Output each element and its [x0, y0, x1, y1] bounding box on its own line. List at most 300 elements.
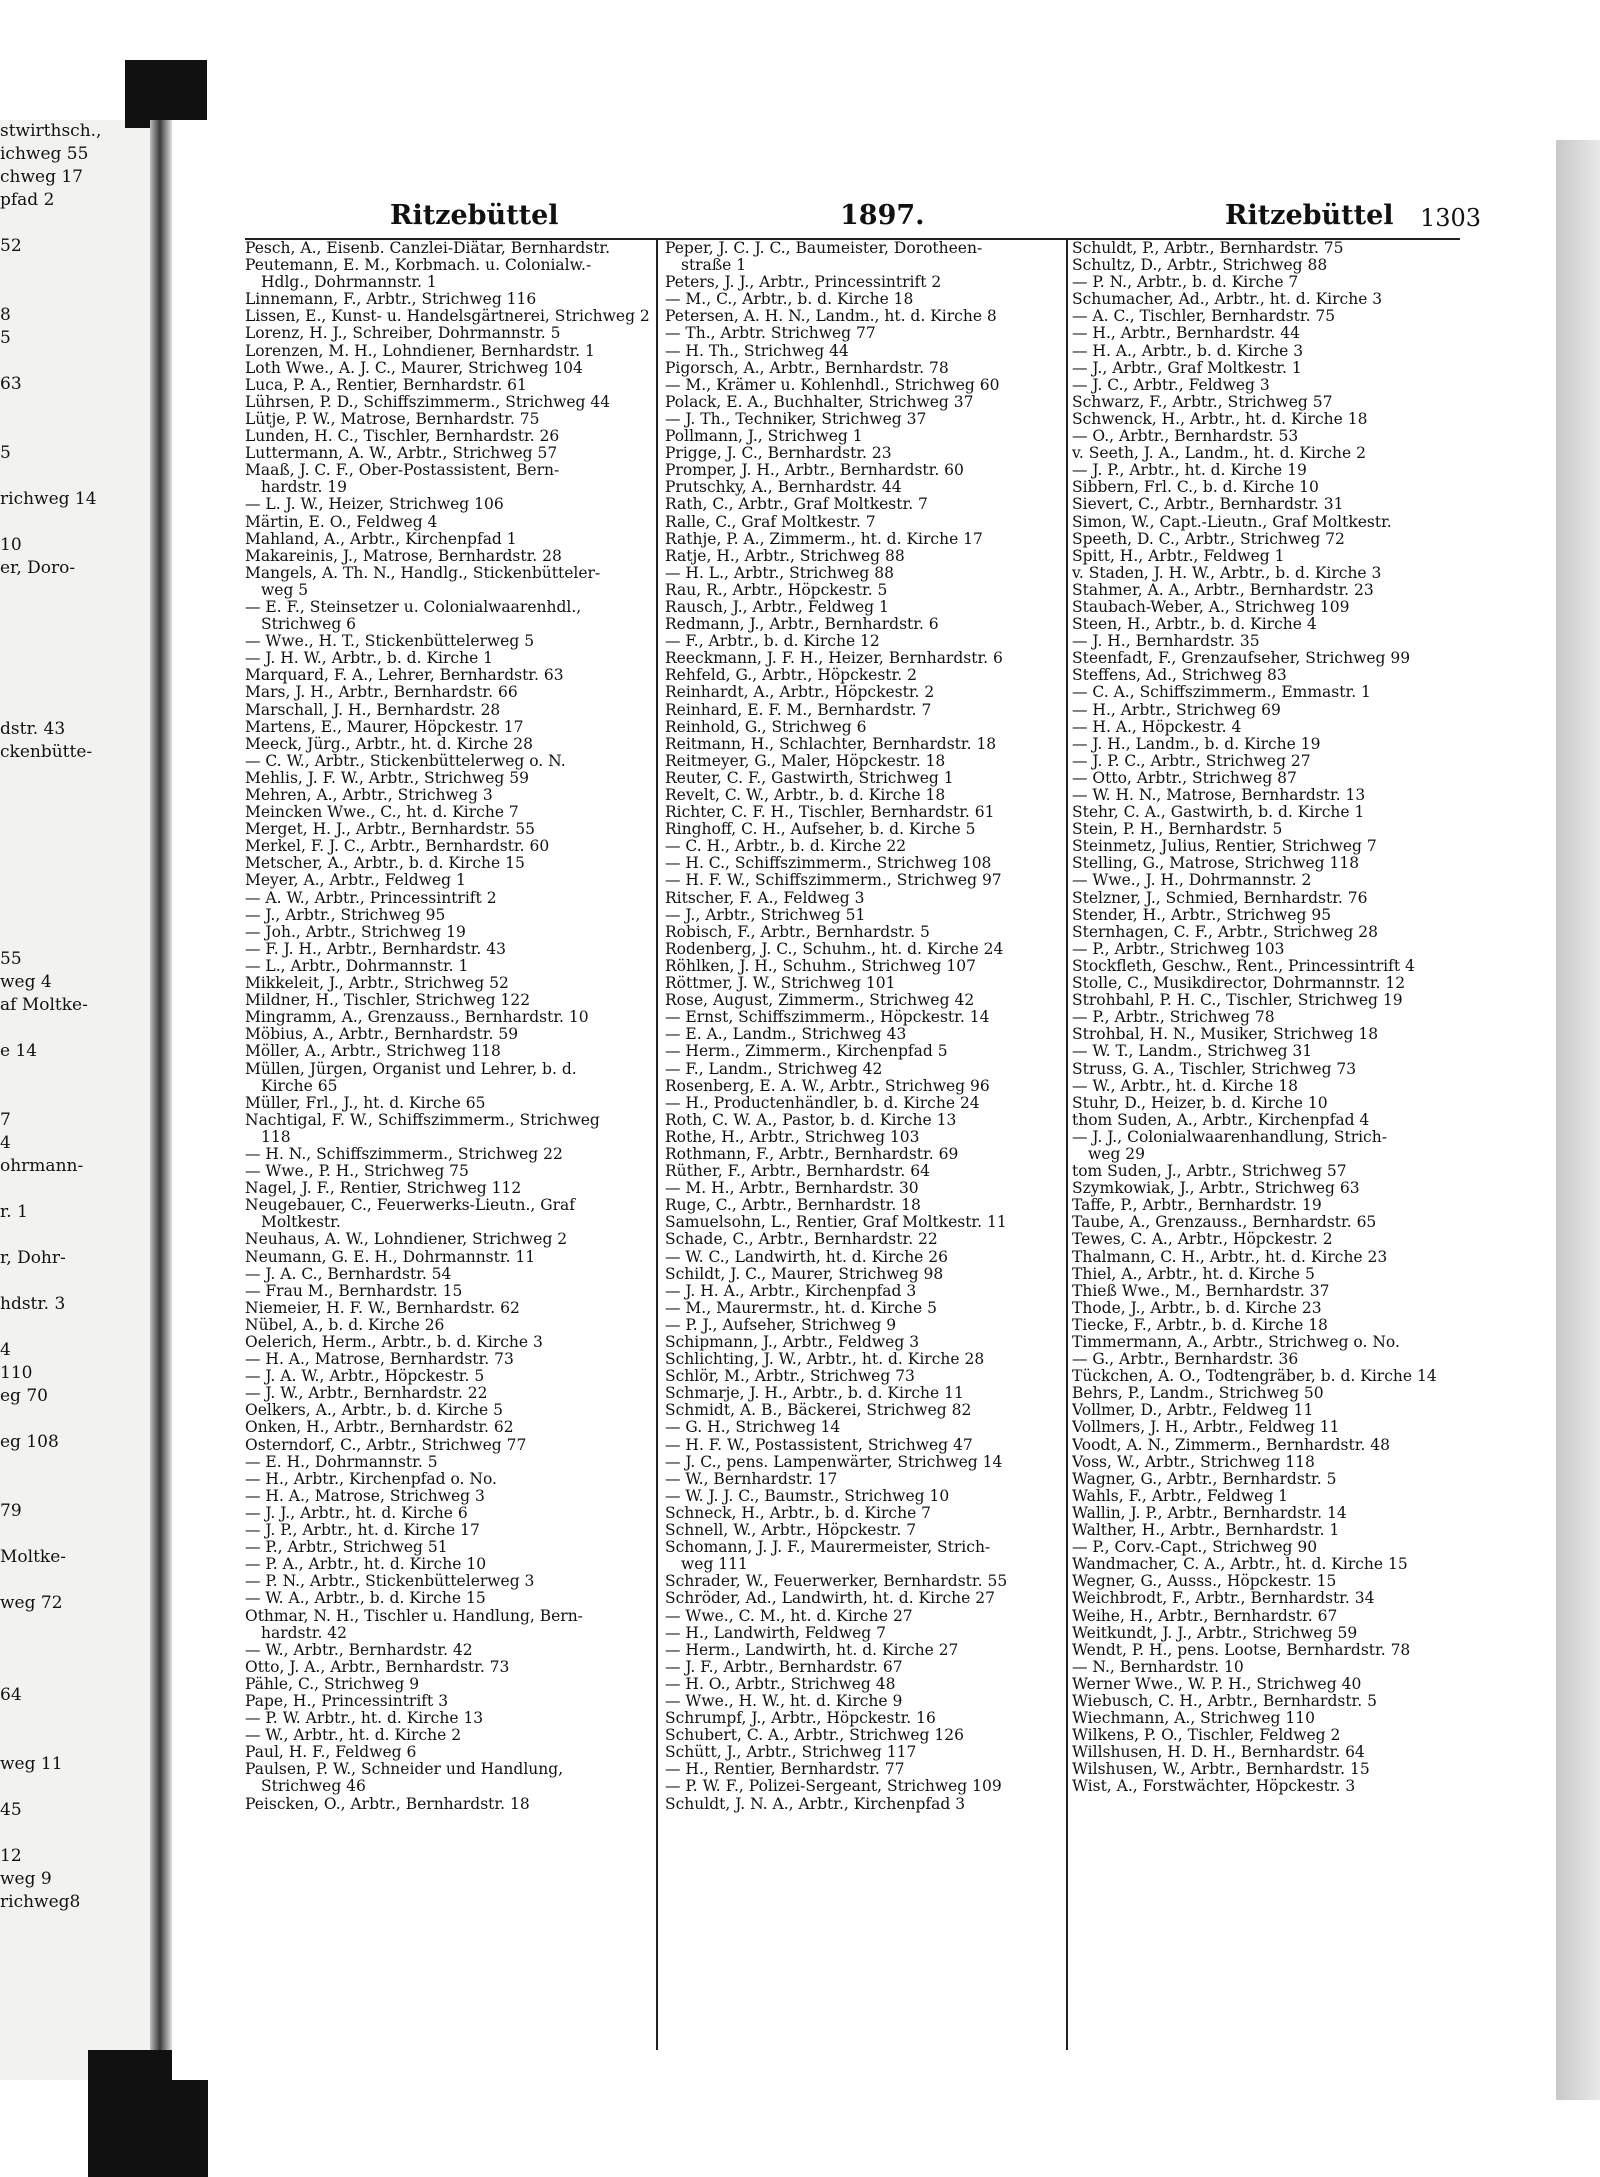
- directory-entry: Stelling, G., Matrose, Strichweg 118: [1072, 855, 1360, 873]
- directory-entry: Kirche 65: [261, 1077, 338, 1095]
- directory-entry: Mingramm, A., Grenzauss., Bernhardstr. 10: [245, 1009, 589, 1027]
- directory-entry: Rüther, F., Arbtr., Bernhardstr. 64: [665, 1163, 930, 1181]
- directory-entry: — J. J., Arbtr., ht. d. Kirche 6: [245, 1504, 468, 1522]
- directory-entry: Marquard, F. A., Lehrer, Bernhardstr. 63: [245, 667, 564, 685]
- directory-entry: Luttermann, A. W., Arbtr., Strichweg 57: [245, 445, 558, 463]
- left-page-fragment: [0, 511, 150, 534]
- directory-entry: — M., C., Arbtr., b. d. Kirche 18: [665, 291, 914, 309]
- directory-entry: Werner Wwe., W. P. H., Strichweg 40: [1072, 1675, 1362, 1693]
- directory-entry: Szymkowiak, J., Arbtr., Strichweg 63: [1072, 1180, 1360, 1198]
- directory-entry: — W., Arbtr., Bernhardstr. 42: [245, 1641, 473, 1659]
- directory-entry: Onken, H., Arbtr., Bernhardstr. 62: [245, 1419, 514, 1437]
- directory-entry: — H. C., Schiffszimmerm., Strichweg 108: [665, 855, 992, 873]
- directory-entry: Pigorsch, A., Arbtr., Bernhardstr. 78: [665, 359, 949, 377]
- directory-entry: Röttmer, J. W., Strichweg 101: [665, 975, 896, 993]
- directory-entry: Mehlis, J. F. W., Arbtr., Strichweg 59: [245, 769, 529, 787]
- left-page-fragment: e 14: [0, 1041, 38, 1061]
- left-page-fragment: [0, 672, 150, 695]
- directory-entry: Meyer, A., Arbtr., Feldweg 1: [245, 872, 466, 890]
- directory-entry: Schröder, Ad., Landwirth, ht. d. Kirche 27: [665, 1590, 995, 1608]
- directory-entry: Prigge, J. C., Bernhardstr. 23: [665, 445, 892, 463]
- directory-entry: Wahls, F., Arbtr., Feldweg 1: [1072, 1487, 1289, 1505]
- left-page-fragment: 52: [0, 236, 22, 256]
- directory-entry: Meeck, Jürg., Arbtr., ht. d. Kirche 28: [245, 735, 533, 753]
- left-page-fragment: [0, 925, 150, 948]
- directory-entry: — H. A., Matrose, Strichweg 3: [245, 1487, 485, 1505]
- directory-entry: Schuldt, P., Arbtr., Bernhardstr. 75: [1072, 240, 1344, 257]
- directory-entry: Wegner, G., Ausss., Höpckestr. 15: [1072, 1573, 1337, 1591]
- directory-entry: Maaß, J. C. F., Ober-Postassistent, Bern-: [245, 462, 560, 480]
- directory-entry: — Ernst, Schiffszimmerm., Höpckestr. 14: [665, 1009, 990, 1027]
- directory-entry: Pähle, C., Strichweg 9: [245, 1675, 420, 1693]
- directory-entry: — J. H., Landm., b. d. Kirche 19: [1072, 735, 1321, 753]
- directory-entry: Schubert, C. A., Arbtr., Strichweg 126: [665, 1727, 964, 1745]
- running-header-right: Ritzebüttel: [1225, 200, 1394, 231]
- directory-entry: — P., Arbtr., Strichweg 78: [1072, 1009, 1275, 1027]
- directory-entry: Pape, H., Princessintrift 3: [245, 1692, 449, 1710]
- left-page-fragment: dstr. 43: [0, 719, 66, 739]
- left-page-fragment: [0, 1224, 150, 1247]
- left-page-fragment: [0, 1776, 150, 1799]
- directory-entry: Lorenzen, M. H., Lohndiener, Bernhardstr. 1: [245, 342, 595, 360]
- directory-entry: — J. H. W., Arbtr., b. d. Kirche 1: [245, 650, 494, 668]
- directory-entry: Reuter, C. F., Gastwirth, Strichweg 1: [665, 769, 954, 787]
- directory-entry: — Herm., Landwirth, ht. d. Kirche 27: [665, 1641, 959, 1659]
- directory-entry: — J. W., Arbtr., Bernhardstr. 22: [245, 1385, 488, 1403]
- directory-entry: — H. N., Schiffszimmerm., Strichweg 22: [245, 1145, 563, 1163]
- directory-entry: Promper, J. H., Arbtr., Bernhardstr. 60: [665, 462, 964, 480]
- directory-entry: — H. F. W., Schiffszimmerm., Strichweg 97: [665, 872, 1002, 890]
- directory-entry: — F., Arbtr., b. d. Kirche 12: [665, 633, 880, 651]
- directory-entry: Roth, C. W. A., Pastor, b. d. Kirche 13: [665, 1111, 957, 1129]
- directory-entry: Weitkundt, J. J., Arbtr., Strichweg 59: [1072, 1624, 1358, 1642]
- directory-entry: Thieß Wwe., M., Bernhardstr. 37: [1072, 1282, 1330, 1300]
- directory-entry: Schultz, D., Arbtr., Strichweg 88: [1072, 257, 1328, 275]
- left-page-fragment: [0, 787, 150, 810]
- left-page-fragment: eg 70: [0, 1386, 48, 1406]
- directory-entry: Schildt, J. C., Maurer, Strichweg 98: [665, 1265, 944, 1283]
- directory-entry: Weichbrodt, F., Arbtr., Bernhardstr. 34: [1072, 1590, 1375, 1608]
- directory-entry: Stelzner, J., Schmied, Bernhardstr. 76: [1072, 889, 1368, 907]
- left-page-fragment: weg 11: [0, 1754, 63, 1774]
- directory-entry: Neuhaus, A. W., Lohndiener, Strichweg 2: [245, 1231, 568, 1249]
- facing-left-page: [0, 120, 150, 2080]
- binding-shadow-top: [125, 60, 207, 128]
- directory-entry: Schütt, J., Arbtr., Strichweg 117: [665, 1744, 917, 1762]
- directory-entry: Loth Wwe., A. J. C., Maurer, Strichweg 104: [245, 359, 583, 377]
- directory-entry: Reitmann, H., Schlachter, Bernhardstr. 18: [665, 735, 997, 753]
- directory-entry: Rau, R., Arbtr., Höpckestr. 5: [665, 581, 888, 599]
- directory-entry: — H. L., Arbtr., Strichweg 88: [665, 564, 895, 582]
- directory-entry: Richter, C. F. H., Tischler, Bernhardstr. 61: [665, 804, 995, 822]
- directory-entry: Wiebusch, C. H., Arbtr., Bernhardstr. 5: [1072, 1692, 1377, 1710]
- directory-entry: Othmar, N. H., Tischler u. Handlung, Bern-: [245, 1607, 583, 1625]
- left-page-fragment: 79: [0, 1501, 22, 1521]
- directory-entry: Walther, H., Arbtr., Bernhardstr. 1: [1072, 1522, 1340, 1540]
- directory-entry: Märtin, E. O., Feldweg 4: [245, 513, 438, 531]
- directory-entry: Mangels, A. Th. N., Handlg., Stickenbütteler-: [245, 564, 601, 582]
- left-page-fragment: [0, 1063, 150, 1086]
- directory-entry: Rehfeld, G., Arbtr., Höpckestr. 2: [665, 667, 917, 685]
- left-page-fragment: [0, 212, 150, 235]
- directory-entry: Timmermann, A., Arbtr., Strichweg o. No.: [1072, 1334, 1400, 1351]
- directory-entry: Röhlken, J. H., Schuhm., Strichweg 107: [665, 957, 976, 975]
- directory-entry: weg 29: [1088, 1145, 1146, 1163]
- left-page-fragment: [0, 1270, 150, 1293]
- left-page-fragment: ohrmann-: [0, 1156, 84, 1176]
- left-page-text-edge: [0, 120, 150, 1914]
- directory-entry: — H. O., Arbtr., Strichweg 48: [665, 1675, 896, 1693]
- directory-entry: Stender, H., Arbtr., Strichweg 95: [1072, 906, 1332, 924]
- directory-entry: — J. J., Colonialwaarenhandlung, Strich-: [1072, 1128, 1387, 1146]
- directory-entry: Speeth, D. C., Arbtr., Strichweg 72: [1072, 530, 1345, 548]
- left-page-fragment: 110: [0, 1363, 33, 1383]
- directory-entry: — H. Th., Strichweg 44: [665, 342, 849, 360]
- left-page-fragment: [0, 1477, 150, 1500]
- directory-entry: — P. N., Arbtr., b. d. Kirche 7: [1072, 274, 1299, 292]
- directory-entry: Mildner, H., Tischler, Strichweg 122: [245, 992, 531, 1010]
- left-page-fragment: [0, 1569, 150, 1592]
- directory-entry: Wallin, J. P., Arbtr., Bernhardstr. 14: [1072, 1504, 1347, 1522]
- directory-entry: Strohbahl, P. H. C., Tischler, Strichweg 19: [1072, 992, 1403, 1010]
- left-page-fragment: 7: [0, 1110, 11, 1130]
- directory-entry: Revelt, C. W., Arbtr., b. d. Kirche 18: [665, 787, 946, 804]
- left-page-fragment: [0, 902, 150, 925]
- directory-entry: — Wwe., H. T., Stickenbüttelerweg 5: [245, 633, 535, 651]
- directory-entry: — J. H. A., Arbtr., Kirchenpfad 3: [665, 1282, 917, 1300]
- directory-entry: — C. H., Arbtr., b. d. Kirche 22: [665, 838, 907, 856]
- directory-entry: Tewes, C. A., Arbtr., Höpckestr. 2: [1072, 1231, 1333, 1249]
- left-page-fragment: 10: [0, 535, 22, 555]
- directory-entry: — H., Rentier, Bernhardstr. 77: [665, 1761, 905, 1779]
- directory-entry: Reinhardt, A., Arbtr., Höpckestr. 2: [665, 684, 935, 702]
- directory-entry: thom Suden, A., Arbtr., Kirchenpfad 4: [1072, 1111, 1370, 1129]
- directory-entry: Stein, P. H., Bernhardstr. 5: [1072, 821, 1283, 839]
- directory-entry: — J. H., Bernhardstr. 35: [1072, 633, 1260, 651]
- directory-entry: — W. A., Arbtr., b. d. Kirche 15: [245, 1590, 486, 1608]
- directory-column-1: [245, 240, 650, 1813]
- directory-entry: — J., Arbtr., Graf Moltkestr. 1: [1072, 359, 1302, 377]
- directory-entry: — H., Arbtr., Strichweg 69: [1072, 701, 1281, 719]
- directory-entry: — J. P. C., Arbtr., Strichweg 27: [1072, 752, 1311, 770]
- directory-entry: straße 1: [681, 257, 747, 275]
- directory-entry: — F., Landm., Strichweg 42: [665, 1060, 883, 1078]
- directory-entry: Schneck, H., Arbtr., b. d. Kirche 7: [665, 1504, 932, 1522]
- directory-entry: Schrumpf, J., Arbtr., Höpckestr. 16: [665, 1710, 936, 1728]
- directory-entry: — H., Landwirth, Feldweg 7: [665, 1624, 886, 1642]
- directory-entry: — L. J. W., Heizer, Strichweg 106: [245, 496, 504, 514]
- directory-entry: — P. W. F., Polizei-Sergeant, Strichweg 109: [665, 1778, 1002, 1796]
- left-page-fragment: [0, 1638, 150, 1661]
- left-page-fragment: af Moltke-: [0, 995, 88, 1015]
- directory-entry: Lissen, E., Kunst- u. Handelsgärtnerei, Strichweg 2: [245, 308, 650, 326]
- directory-entry: — N., Bernhardstr. 10: [1072, 1658, 1244, 1676]
- directory-entry: — W., Arbtr., ht. d. Kirche 2: [245, 1727, 462, 1745]
- directory-entry: Pesch, A., Eisenb. Canzlei-Diätar, Bernhardstr.: [245, 240, 611, 257]
- directory-entry: Samuelsohn, L., Rentier, Graf Moltkestr. 11: [665, 1214, 1007, 1232]
- directory-entry: — Wwe., H. W., ht. d. Kirche 9: [665, 1692, 903, 1710]
- running-header-year: 1897.: [840, 200, 925, 231]
- directory-entry: Schade, C., Arbtr., Bernhardstr. 22: [665, 1231, 938, 1249]
- directory-entry: weg 5: [261, 581, 309, 599]
- left-page-fragment: [0, 764, 150, 787]
- directory-entry: Vollmers, J. H., Arbtr., Feldweg 11: [1072, 1419, 1340, 1437]
- left-page-fragment: 64: [0, 1685, 22, 1705]
- left-page-fragment: [0, 1086, 150, 1109]
- directory-entry: Nagel, J. F., Rentier, Strichweg 112: [245, 1180, 522, 1198]
- directory-entry: Voss, W., Arbtr., Strichweg 118: [1072, 1453, 1315, 1471]
- left-page-fragment: [0, 1822, 150, 1845]
- directory-entry: Staubach-Weber, A., Strichweg 109: [1072, 598, 1350, 616]
- directory-entry: Rausch, J., Arbtr., Feldweg 1: [665, 598, 889, 616]
- left-page-fragment: pfad 2: [0, 190, 55, 210]
- left-page-fragment: r, Dohr-: [0, 1248, 66, 1268]
- directory-entry: — F. J. H., Arbtr., Bernhardstr. 43: [245, 940, 507, 958]
- left-page-fragment: chweg 17: [0, 167, 83, 187]
- directory-entry: Luca, P. A., Rentier, Bernhardstr. 61: [245, 376, 527, 394]
- left-page-fragment: [0, 626, 150, 649]
- directory-entry: Strichweg 46: [261, 1778, 366, 1796]
- directory-entry: Schlichting, J. W., Arbtr., ht. d. Kirche 28: [665, 1351, 985, 1369]
- directory-entry: Prutschky, A., Bernhardstr. 44: [665, 479, 902, 497]
- directory-entry: — H. A., Matrose, Bernhardstr. 73: [245, 1351, 514, 1369]
- directory-entry: — H. A., Arbtr., b. d. Kirche 3: [1072, 342, 1304, 360]
- directory-entry: Wendt, P. H., pens. Lootse, Bernhardstr. 78: [1072, 1641, 1411, 1659]
- directory-entry: Wilkens, P. O., Tischler, Feldweg 2: [1072, 1727, 1341, 1745]
- directory-entry: Lunden, H. C., Tischler, Bernhardstr. 26: [245, 428, 560, 446]
- left-page-fragment: [0, 419, 150, 442]
- directory-entry: Rosenberg, E. A. W., Arbtr., Strichweg 96: [665, 1077, 990, 1095]
- directory-entry: — P. A., Arbtr., ht. d. Kirche 10: [245, 1556, 487, 1574]
- directory-entry: Simon, W., Capt.-Lieutn., Graf Moltkestr.: [1072, 513, 1392, 531]
- left-page-fragment: weg 72: [0, 1593, 63, 1613]
- left-page-fragment: [0, 810, 150, 833]
- directory-entry: — M., Krämer u. Kohlenhdl., Strichweg 60: [665, 376, 1000, 394]
- directory-entry: Möller, A., Arbtr., Strichweg 118: [245, 1043, 501, 1061]
- directory-entry: — O., Arbtr., Bernhardstr. 53: [1072, 428, 1299, 446]
- directory-entry: — Joh., Arbtr., Strichweg 19: [245, 923, 466, 941]
- directory-entry: Schmidt, A. B., Bäckerei, Strichweg 82: [665, 1402, 972, 1420]
- directory-entry: — J. Th., Techniker, Strichweg 37: [665, 410, 927, 428]
- directory-entry: Reitmeyer, G., Maler, Höpckestr. 18: [665, 752, 946, 770]
- directory-entry: Reinhold, G., Strichweg 6: [665, 718, 867, 736]
- left-page-fragment: [0, 1730, 150, 1753]
- directory-entry: Schuldt, J. N. A., Arbtr., Kirchenpfad 3: [665, 1795, 966, 1813]
- left-page-fragment: 63: [0, 374, 22, 394]
- directory-entry: Robisch, F., Arbtr., Bernhardstr. 5: [665, 923, 930, 941]
- directory-entry: Nachtigal, F. W., Schiffszimmerm., Strichweg: [245, 1111, 600, 1129]
- directory-entry: — P., Corv.-Capt., Strichweg 90: [1072, 1539, 1318, 1557]
- directory-entry: — J. P., Arbtr., ht. d. Kirche 17: [245, 1522, 480, 1540]
- left-page-fragment: [0, 695, 150, 718]
- directory-entry: — J., Arbtr., Strichweg 95: [245, 906, 446, 924]
- directory-column-2: [665, 240, 1070, 1813]
- left-page-fragment: [0, 281, 150, 304]
- directory-entry: — H., Arbtr., Bernhardstr. 44: [1072, 325, 1300, 343]
- directory-entry: Peiscken, O., Arbtr., Bernhardstr. 18: [245, 1795, 530, 1813]
- left-page-fragment: 45: [0, 1800, 22, 1820]
- left-page-fragment: weg 4: [0, 972, 52, 992]
- directory-entry: hardstr. 19: [261, 479, 348, 497]
- directory-entry: — M., Maurermstr., ht. d. Kirche 5: [665, 1299, 937, 1317]
- directory-entry: Thiel, A., Arbtr., ht. d. Kirche 5: [1072, 1265, 1315, 1283]
- directory-entry: — Wwe., C. M., ht. d. Kirche 27: [665, 1607, 913, 1625]
- directory-entry: Reinhard, E. F. M., Bernhardstr. 7: [665, 701, 932, 719]
- left-page-fragment: weg 9: [0, 1869, 52, 1889]
- directory-entry: — J. F., Arbtr., Bernhardstr. 67: [665, 1658, 903, 1676]
- left-page-fragment: [0, 603, 150, 626]
- directory-entry: Peper, J. C. J. C., Baumeister, Dorotheen-: [665, 240, 983, 257]
- directory-entry: — J. C., pens. Lampenwärter, Strichweg 14: [665, 1453, 1003, 1471]
- directory-column-3: [1072, 240, 1462, 1796]
- directory-entry: — W., Bernhardstr. 17: [665, 1470, 838, 1488]
- directory-entry: — H., Arbtr., Kirchenpfad o. No.: [245, 1470, 497, 1488]
- directory-entry: — W., Arbtr., ht. d. Kirche 18: [1072, 1077, 1298, 1095]
- directory-entry: tom Suden, J., Arbtr., Strichweg 57: [1072, 1163, 1347, 1181]
- left-page-fragment: [0, 856, 150, 879]
- left-page-fragment: eg 108: [0, 1432, 59, 1452]
- directory-entry: Marschall, J. H., Bernhardstr. 28: [245, 701, 501, 719]
- directory-entry: Schomann, J. J. F., Maurermeister, Strich-: [665, 1539, 991, 1557]
- directory-entry: Peutemann, E. M., Korbmach. u. Colonialw.-: [245, 257, 592, 275]
- directory-entry: — Frau M., Bernhardstr. 15: [245, 1282, 463, 1300]
- directory-entry: — L., Arbtr., Dohrmannstr. 1: [245, 957, 469, 975]
- left-page-fragment: Moltke-: [0, 1547, 67, 1567]
- directory-entry: — Otto, Arbtr., Strichweg 87: [1072, 769, 1297, 787]
- directory-entry: Tückchen, A. O., Todtengräber, b. d. Kirche 14: [1072, 1368, 1437, 1386]
- directory-entry: Stehr, C. A., Gastwirth, b. d. Kirche 1: [1072, 804, 1365, 822]
- directory-entry: Schwarz, F., Arbtr., Strichweg 57: [1072, 393, 1333, 411]
- directory-entry: Redmann, J., Arbtr., Bernhardstr. 6: [665, 616, 939, 634]
- directory-entry: Mikkeleit, J., Arbtr., Strichweg 52: [245, 975, 509, 993]
- directory-entry: Steinmetz, Julius, Rentier, Strichweg 7: [1072, 838, 1377, 856]
- directory-entry: Merget, H. J., Arbtr., Bernhardstr. 55: [245, 821, 536, 839]
- directory-entry: — W. J. J. C., Baumstr., Strichweg 10: [665, 1487, 950, 1505]
- directory-entry: — Wwe., P. H., Strichweg 75: [245, 1163, 469, 1181]
- directory-entry: Strohbal, H. N., Musiker, Strichweg 18: [1072, 1026, 1379, 1044]
- directory-entry: Wiechmann, A., Strichweg 110: [1072, 1710, 1315, 1728]
- directory-entry: Mehren, A., Arbtr., Strichweg 3: [245, 787, 493, 804]
- left-page-fragment: 8: [0, 305, 11, 325]
- directory-entry: Ralle, C., Graf Moltkestr. 7: [665, 513, 876, 531]
- directory-entry: — J. A. W., Arbtr., Höpckestr. 5: [245, 1368, 485, 1386]
- directory-entry: Polack, E. A., Buchhalter, Strichweg 37: [665, 393, 974, 411]
- directory-entry: Wist, A., Forstwächter, Höpckestr. 3: [1072, 1778, 1356, 1796]
- left-page-fragment: r. 1: [0, 1202, 28, 1222]
- directory-entry: — H., Productenhändler, b. d. Kirche 24: [665, 1094, 980, 1112]
- directory-entry: hardstr. 42: [261, 1624, 348, 1642]
- directory-entry: — E. A., Landm., Strichweg 43: [665, 1026, 907, 1044]
- left-page-fragment: richweg8: [0, 1892, 81, 1912]
- directory-entry: Ringhoff, C. H., Aufseher, b. d. Kirche 5: [665, 821, 976, 839]
- directory-entry: Weihe, H., Arbtr., Bernhardstr. 67: [1072, 1607, 1338, 1625]
- left-page-fragment: 5: [0, 443, 11, 463]
- left-page-fragment: [0, 1408, 150, 1431]
- left-page-fragment: 4: [0, 1340, 11, 1360]
- left-page-fragment: [0, 649, 150, 672]
- directory-entry: Ratje, H., Arbtr., Strichweg 88: [665, 547, 905, 565]
- directory-entry: Tiecke, F., Arbtr., b. d. Kirche 18: [1072, 1316, 1328, 1334]
- directory-entry: Schumacher, Ad., Arbtr., ht. d. Kirche 3: [1072, 291, 1383, 309]
- directory-entry: — Wwe., J. H., Dohrmannstr. 2: [1072, 872, 1312, 890]
- left-page-fragment: [0, 833, 150, 856]
- directory-entry: Steen, H., Arbtr., b. d. Kirche 4: [1072, 616, 1317, 634]
- directory-entry: Taffe, P., Arbtr., Bernhardstr. 19: [1072, 1197, 1322, 1215]
- directory-entry: Schwenck, H., Arbtr., ht. d. Kirche 18: [1072, 410, 1368, 428]
- left-page-fragment: richweg 14: [0, 489, 97, 509]
- directory-entry: Oelkers, A., Arbtr., b. d. Kirche 5: [245, 1402, 503, 1420]
- left-page-fragment: 4: [0, 1133, 11, 1153]
- directory-entry: Sievert, C., Arbtr., Bernhardstr. 31: [1072, 496, 1344, 514]
- directory-entry: Steenfadt, F., Grenzaufseher, Strichweg 99: [1072, 650, 1411, 668]
- directory-entry: — W. C., Landwirth, ht. d. Kirche 26: [665, 1248, 949, 1266]
- directory-entry: — Herm., Zimmerm., Kirchenpfad 5: [665, 1043, 948, 1061]
- directory-entry: Stockfleth, Geschw., Rent., Princessintrift 4: [1072, 957, 1415, 975]
- directory-entry: Moltkestr.: [261, 1214, 341, 1232]
- directory-entry: Meincken Wwe., C., ht. d. Kirche 7: [245, 804, 519, 822]
- directory-entry: Spitt, H., Arbtr., Feldweg 1: [1072, 547, 1285, 565]
- directory-entry: — G., Arbtr., Bernhardstr. 36: [1072, 1351, 1299, 1369]
- left-page-fragment: [0, 1454, 150, 1477]
- directory-entry: Hdlg., Dohrmannstr. 1: [261, 274, 437, 292]
- directory-entry: Oelerich, Herm., Arbtr., b. d. Kirche 3: [245, 1334, 543, 1351]
- directory-entry: Rathje, P. A., Zimmerm., ht. d. Kirche 17: [665, 530, 983, 548]
- left-page-fragment: [0, 1707, 150, 1730]
- directory-entry: — G. H., Strichweg 14: [665, 1419, 841, 1437]
- directory-entry: Rothe, H., Arbtr., Strichweg 103: [665, 1128, 920, 1146]
- column-divider-1: [656, 240, 658, 2050]
- directory-entry: Rodenberg, J. C., Schuhm., ht. d. Kirche 24: [665, 940, 1004, 958]
- directory-entry: Sternhagen, C. F., Arbtr., Strichweg 28: [1072, 923, 1378, 941]
- directory-entry: Nübel, A., b. d. Kirche 26: [245, 1316, 445, 1334]
- book-gutter: [150, 120, 172, 2080]
- directory-entry: Stahmer, A. A., Arbtr., Bernhardstr. 23: [1072, 581, 1374, 599]
- directory-entry: — H. A., Höpckestr. 4: [1072, 718, 1242, 736]
- directory-entry: Rath, C., Arbtr., Graf Moltkestr. 7: [665, 496, 928, 514]
- directory-entry: — W. T., Landm., Strichweg 31: [1072, 1043, 1313, 1061]
- left-page-fragment: [0, 1661, 150, 1684]
- directory-entry: — P., Arbtr., Strichweg 103: [1072, 940, 1285, 958]
- directory-entry: Wagner, G., Arbtr., Bernhardstr. 5: [1072, 1470, 1337, 1488]
- left-page-fragment: [0, 879, 150, 902]
- directory-entry: Taube, A., Grenzauss., Bernhardstr. 65: [1072, 1214, 1377, 1232]
- directory-entry: — C. A., Schiffszimmerm., Emmastr. 1: [1072, 684, 1371, 702]
- directory-entry: Rothmann, F., Arbtr., Bernhardstr. 69: [665, 1145, 959, 1163]
- directory-entry: Lütje, P. W., Matrose, Bernhardstr. 75: [245, 410, 540, 428]
- directory-entry: Otto, J. A., Arbtr., Bernhardstr. 73: [245, 1658, 510, 1676]
- left-page-fragment: [0, 1523, 150, 1546]
- directory-entry: Stolle, C., Musikdirector, Dohrmannstr. 12: [1072, 975, 1406, 993]
- directory-entry: — P., Arbtr., Strichweg 51: [245, 1539, 448, 1557]
- directory-entry: — E. F., Steinsetzer u. Colonialwaarenhdl.,: [245, 598, 582, 616]
- directory-entry: Merkel, F. J. C., Arbtr., Bernhardstr. 60: [245, 838, 550, 856]
- directory-entry: Peters, J. J., Arbtr., Princessintrift 2: [665, 274, 942, 292]
- directory-entry: Vollmer, D., Arbtr., Feldweg 11: [1072, 1402, 1314, 1420]
- directory-entry: — J. C., Arbtr., Feldweg 3: [1072, 376, 1270, 394]
- directory-entry: v. Staden, J. H. W., Arbtr., b. d. Kirche 3: [1072, 564, 1382, 582]
- directory-entry: Makareinis, J., Matrose, Bernhardstr. 28: [245, 547, 562, 565]
- directory-entry: Neugebauer, C., Feuerwerks-Lieutn., Graf: [245, 1197, 576, 1215]
- directory-entry: Müllen, Jürgen, Organist und Lehrer, b. d.: [245, 1060, 577, 1078]
- directory-entry: — J., Arbtr., Strichweg 51: [665, 906, 866, 924]
- left-page-fragment: hdstr. 3: [0, 1294, 66, 1314]
- left-page-fragment: [0, 1178, 150, 1201]
- left-page-fragment: ckenbütte-: [0, 742, 93, 762]
- directory-entry: Schnell, W., Arbtr., Höpckestr. 7: [665, 1522, 917, 1540]
- directory-entry: Ritscher, F. A., Feldweg 3: [665, 889, 865, 907]
- directory-entry: Schrader, W., Feuerwerker, Bernhardstr. 55: [665, 1573, 1008, 1591]
- left-page-fragment: [0, 580, 150, 603]
